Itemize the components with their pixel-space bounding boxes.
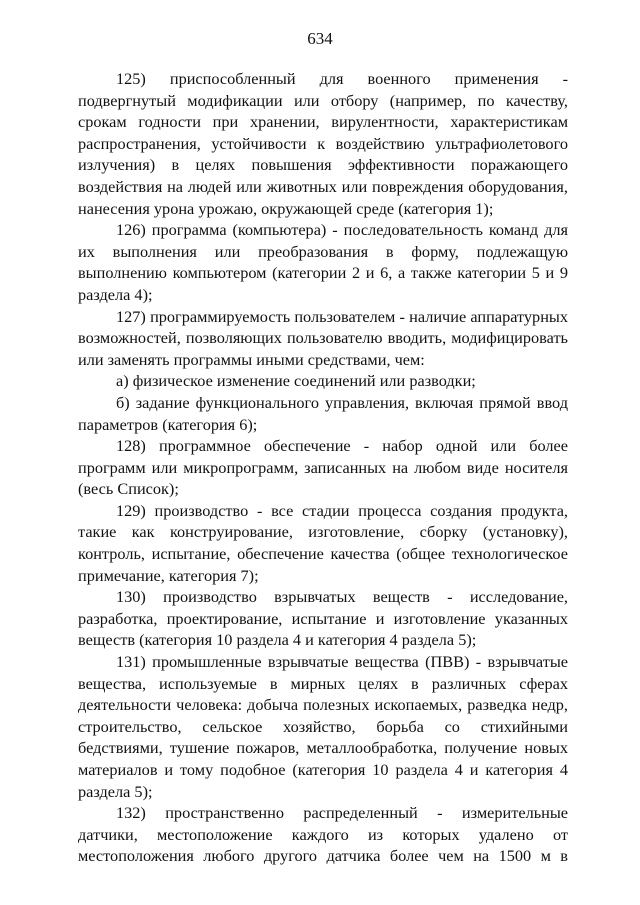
document-body bbox=[78, 68, 568, 867]
definition-127-item-b: б) задание функционального управления, включая прямой ввод параметров (категория 6); bbox=[78, 392, 568, 434]
definition-132: 132) пространственно распределенный - измерительные датчики, местоположение каждого из которых удалено от местоположения любого другого датчика более чем на 1500 м в bbox=[78, 803, 568, 866]
definition-131: 131) промышленные взрывчатые вещества (ПВВ) - взрывчатые вещества, используемые в мирных целях в различных сферах деятельности человека: добыча полезных ископаемых, разведка недр, строительство, сельское хозяйство, борьба со стихийными бедствиями, тушение пожаров, металлообработка, получение новых материалов и тому подобное (категория 10 раздела 4 и категория 4 раздела 5); bbox=[78, 652, 568, 801]
page-number: 634 bbox=[307, 29, 333, 48]
definition-128: 128) программное обеспечение - набор одной или более программ или микропрограмм, записанных на любом виде носителя (весь Список); bbox=[78, 436, 568, 499]
definition-126: 126) программа (компьютера) - последовательность команд для их выполнения или преобразования в форму, подлежащую выполнению компьютером (категории 2 и 6, а также категории 5 и 9 раздела 4); bbox=[78, 220, 568, 304]
definition-125: 125) приспособленный для военного применения - подвергнутый модификации или отбору (например, по качеству, срокам годности при хранении, вирулентности, характеристикам распространения, устойчивости к воздействию ультрафиолетового излучения) в целях повышения эффективности поражающего воздействия на людей или животных или повреждения оборудования, нанесения урона урожаю, окружающей среде (категория 1); bbox=[78, 69, 568, 218]
definition-130: 130) производство взрывчатых веществ - исследование, разработка, проектирование, испытание и изготовление указанных веществ (категория 10 раздела 4 и категория 4 раздела 5); bbox=[78, 587, 568, 650]
definition-127: 127) программируемость пользователем - наличие аппаратурных возможностей, позволяющих пользователю вводить, модифицировать или заменять программы иными средствами, чем: bbox=[78, 306, 568, 369]
definition-129: 129) производство - все стадии процесса создания продукта, такие как конструирование, изготовление, сборку (установку), контроль, испытание, обеспечение качества (общее технологическое примечание, категория 7); bbox=[78, 500, 568, 585]
definition-127-item-a: а) физическое изменение соединений или разводки; bbox=[116, 371, 476, 391]
